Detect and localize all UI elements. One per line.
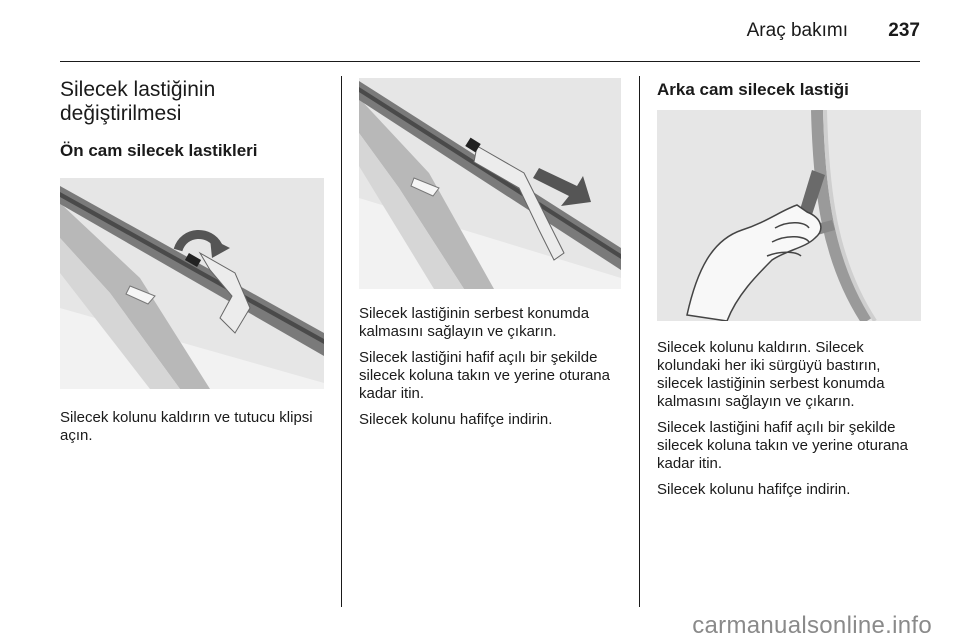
column-3 xyxy=(657,78,922,507)
subtitle-front-wiper: Ön cam silecek lastikleri xyxy=(60,141,258,160)
figure-rear-wiper xyxy=(657,110,921,321)
page-header xyxy=(0,0,960,62)
section-title-line-2: değiştirilmesi xyxy=(60,102,182,125)
column-divider-right xyxy=(639,76,640,607)
column-2 xyxy=(359,78,624,437)
column-1 xyxy=(60,78,324,453)
header-title: Araç bakımı xyxy=(746,20,848,41)
paragraph-2: Silecek lastiğini hafif açılı bir şekilde silecek koluna takın ve yerine oturana kadar itin. xyxy=(359,349,610,402)
paragraph-1: Silecek kolunu kaldırın ve tutucu klipsi açın. xyxy=(60,409,313,444)
rear-wiper-title: Arka cam silecek lastiği xyxy=(657,80,849,99)
figure-front-wiper-clip xyxy=(60,178,324,389)
column-divider-left xyxy=(341,76,342,607)
paragraph-3: Silecek kolunu hafifçe indirin. xyxy=(359,411,553,428)
header-rule xyxy=(60,61,920,62)
paragraph-2: Silecek lastiğini hafif açılı bir şekilde silecek koluna takın ve yerine oturana kadar itin. xyxy=(657,419,908,472)
paragraph-3: Silecek kolunu hafifçe indirin. xyxy=(657,481,851,498)
paragraph-1: Silecek kolunu kaldırın. Silecek kolundaki her iki sürgüyü bastırın, silecek lastiğinin serbest konumda kalmasını sağlayın ve çıkarın. xyxy=(657,339,885,410)
section-title-line-1: Silecek lastiğinin xyxy=(60,78,216,101)
section-title xyxy=(60,78,324,126)
page-number: 237 xyxy=(888,20,920,41)
figure-front-wiper-remove xyxy=(359,78,621,289)
paragraph-1: Silecek lastiğinin serbest konumda kalmasını sağlayın ve çıkarın. xyxy=(359,305,590,340)
watermark: carmanualsonline.info xyxy=(692,612,932,639)
